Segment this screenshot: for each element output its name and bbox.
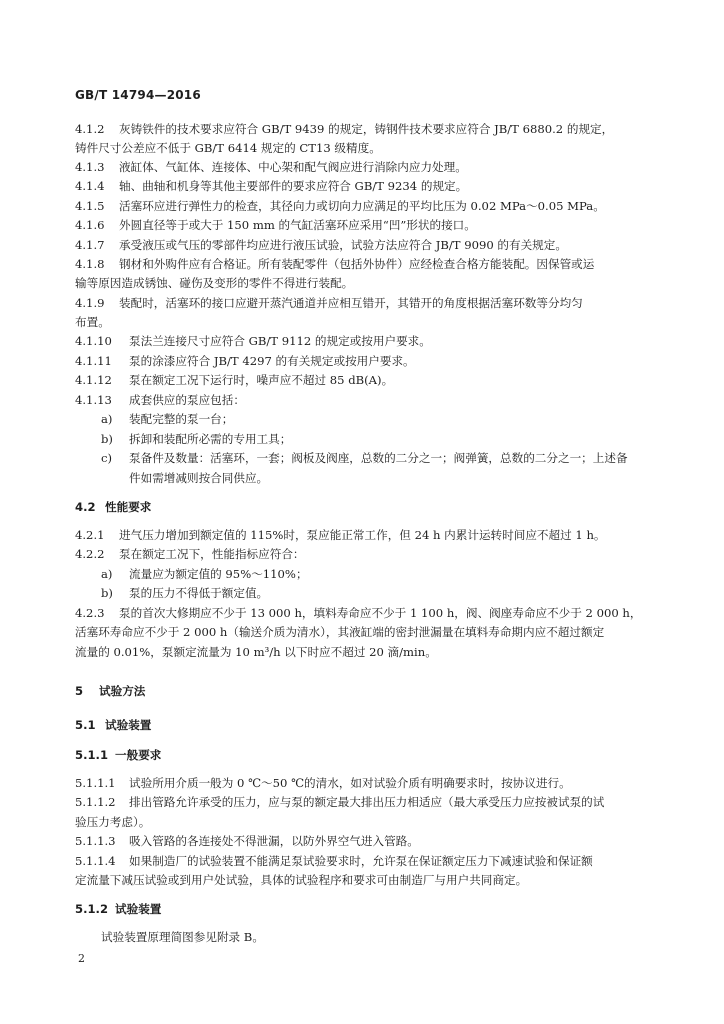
clause-4-1-13 [75, 392, 245, 408]
section-number: 5 [75, 684, 84, 698]
list-text: 泵备件及数量：活塞环，一套；阀板及阀座，总数的二分之一；阀弹簧，总数的二分之一；上述备 [129, 451, 628, 465]
clause-number: 4.1.13 [75, 393, 112, 407]
clause-4-2-3 [75, 605, 641, 621]
clause-4-1-3 [75, 159, 467, 175]
list-item-c-cont: 件如需增减则按合同供应。 [129, 471, 269, 485]
clause-number: 4.2.3 [75, 606, 105, 620]
clause-number: 4.1.12 [75, 373, 112, 387]
clause-number: 4.1.3 [75, 160, 105, 174]
clause-text: 泵在额定工况下，性能指标应符合： [119, 547, 305, 561]
clause-number: 4.1.6 [75, 218, 105, 232]
clause-number: 4.2.2 [75, 547, 105, 561]
clause-5-1-1-2-cont: 验压力考虑）。 [75, 815, 151, 829]
section-number: 5.1.1 [75, 748, 109, 762]
clause-text: 泵法兰连接尺寸应符合 GB/T 9112 的规定或按用户要求。 [129, 334, 431, 348]
clause-4-1-2-cont: 铸件尺寸公差应不低于 GB/T 6414 规定的 CT13 级精度。 [75, 141, 381, 155]
clause-number: 4.1.11 [75, 354, 112, 368]
clause-text: 装配时，活塞环的接口应避开蒸汽通道并应相互错开，其错开的角度根据活塞环数等分均匀 [119, 296, 583, 310]
clause-text: 钢材和外购件应有合格证。所有装配零件（包括外协件）应经检查合格方能装配。因保管或运 [119, 257, 595, 271]
section-4-2-heading [75, 499, 151, 515]
section-number: 5.1.2 [75, 902, 109, 916]
clause-4-1-9 [75, 295, 583, 311]
section-title: 性能要求 [105, 500, 152, 514]
clause-5-1-1-4-cont: 定流量下减压试验或到用户处试验，具体的试验程序和要求可由制造厂与用户共同商定。 [75, 873, 528, 887]
clause-number: 5.1.1.3 [75, 834, 116, 848]
section-title: 一般要求 [115, 748, 162, 762]
clause-4-1-8-cont: 输等原因造成锈蚀、碰伤及变形的零件不得进行装配。 [75, 276, 354, 290]
clause-4-1-11 [75, 353, 415, 369]
clause-4-2-3-cont-2: 流量的 0.01%，泵额定流量为 10 m³/h 以下时应不超过 20 滴/min。 [75, 645, 437, 659]
clause-text: 进气压力增加到额定值的 115%时，泵应能正常工作，但 24 h 内累计运转时间应不超过 1 h。 [119, 528, 606, 542]
list-marker: c) [101, 451, 113, 465]
section-5-1-2-heading [75, 901, 161, 917]
clause-number: 4.1.4 [75, 179, 105, 193]
clause-4-2-1 [75, 527, 606, 543]
clause-text: 如果制造厂的试验装置不能满足泵试验要求时，允许泵在保证额定压力下减速试验和保证额 [129, 854, 593, 868]
list-item-a [101, 411, 233, 427]
list-marker: b) [101, 432, 113, 446]
list-item-a [101, 566, 308, 582]
clause-5-1-2-text: 试验装置原理简图参见附录 B。 [101, 930, 264, 944]
clause-4-1-7 [75, 237, 567, 253]
section-number: 5.1 [75, 718, 96, 732]
clause-text: 吸入管路的各连接处不得泄漏，以防外界空气进入管路。 [129, 834, 419, 848]
clause-4-1-4 [75, 178, 467, 194]
clause-5-1-1-1 [75, 775, 571, 791]
list-marker: a) [101, 412, 113, 426]
clause-text: 泵的涂漆应符合 JB/T 4297 的有关规定或按用户要求。 [129, 354, 415, 368]
list-marker: b) [101, 586, 113, 600]
clause-text: 轴、曲轴和机身等其他主要部件的要求应符合 GB/T 9234 的规定。 [119, 179, 468, 193]
clause-text: 外圆直径等于或大于 150 mm 的气缸活塞环应采用“凹”形状的接口。 [119, 218, 476, 232]
clause-number: 4.1.8 [75, 257, 105, 271]
list-text: 泵的压力不得低于额定值。 [129, 586, 269, 600]
section-5-1-heading [75, 717, 151, 733]
clause-4-1-8 [75, 256, 594, 272]
clause-5-1-1-4 [75, 853, 593, 869]
section-number: 4.2 [75, 500, 96, 514]
clause-text: 排出管路允许承受的压力，应与泵的额定最大排出压力相适应（最大承受压力应按被试泵的试 [129, 795, 605, 809]
clause-number: 4.1.10 [75, 334, 112, 348]
section-5-1-1-heading [75, 747, 161, 763]
section-title: 试验方法 [99, 684, 146, 698]
clause-number: 4.1.5 [75, 199, 105, 213]
clause-number: 4.1.7 [75, 238, 105, 252]
clause-number: 5.1.1.1 [75, 776, 116, 790]
section-5-heading [75, 683, 145, 699]
list-item-b [101, 585, 268, 601]
clause-4-1-2 [75, 121, 613, 137]
clause-text: 泵的首次大修期应不少于 13 000 h，填料寿命应不少于 1 100 h，阀、阀座寿命应不少于 2 000 h， [119, 606, 642, 620]
standard-code-header: GB/T 14794—2016 [75, 88, 201, 102]
section-title: 试验装置 [105, 718, 152, 732]
list-marker: a) [101, 567, 113, 581]
page-number: 2 [78, 952, 85, 965]
clause-4-1-5 [75, 198, 605, 214]
clause-5-1-1-2 [75, 794, 604, 810]
clause-number: 4.1.2 [75, 122, 105, 136]
clause-4-1-9-cont: 布置。 [75, 315, 110, 329]
clause-text: 活塞环应进行弹性力的检查，其径向力或切向力应满足的平均比压为 0.02 MPa～0.05 MPa。 [119, 199, 605, 213]
clause-4-1-12 [75, 372, 393, 388]
clause-text: 泵在额定工况下运行时，噪声应不超过 85 dB(A)。 [129, 373, 394, 387]
clause-4-2-2 [75, 546, 305, 562]
clause-5-1-1-3 [75, 833, 419, 849]
clause-4-2-3-cont: 活塞环寿命应不少于 2 000 h（输送介质为清水），其液缸端的密封泄漏量在填料寿命期内应不超过额定 [75, 625, 605, 639]
clause-text: 承受液压或气压的零部件均应进行液压试验，试验方法应符合 JB/T 9090 的有关规定。 [119, 238, 567, 252]
list-text: 流量应为额定值的 95%～110%； [129, 567, 308, 581]
clause-number: 4.1.9 [75, 296, 105, 310]
clause-4-1-6 [75, 217, 476, 233]
section-title: 试验装置 [115, 902, 162, 916]
list-item-b [101, 431, 291, 447]
clause-text: 成套供应的泵应包括： [129, 393, 245, 407]
list-text: 拆卸和装配所必需的专用工具； [129, 432, 292, 446]
list-item-c [101, 450, 628, 466]
clause-text: 灰铸铁件的技术要求应符合 GB/T 9439 的规定，铸钢件技术要求应符合 JB/T 6880.2 的规定， [119, 122, 614, 136]
clause-4-1-10 [75, 333, 431, 349]
clause-text: 液缸体、气缸体、连接体、中心架和配气阀应进行消除内应力处理。 [119, 160, 467, 174]
list-text: 装配完整的泵一台； [129, 412, 234, 426]
clause-number: 5.1.1.2 [75, 795, 116, 809]
clause-number: 5.1.1.4 [75, 854, 116, 868]
clause-text: 试验所用介质一般为 0 ℃～50 ℃的清水，如对试验介质有明确要求时，按协议进行。 [129, 776, 571, 790]
clause-number: 4.2.1 [75, 528, 105, 542]
